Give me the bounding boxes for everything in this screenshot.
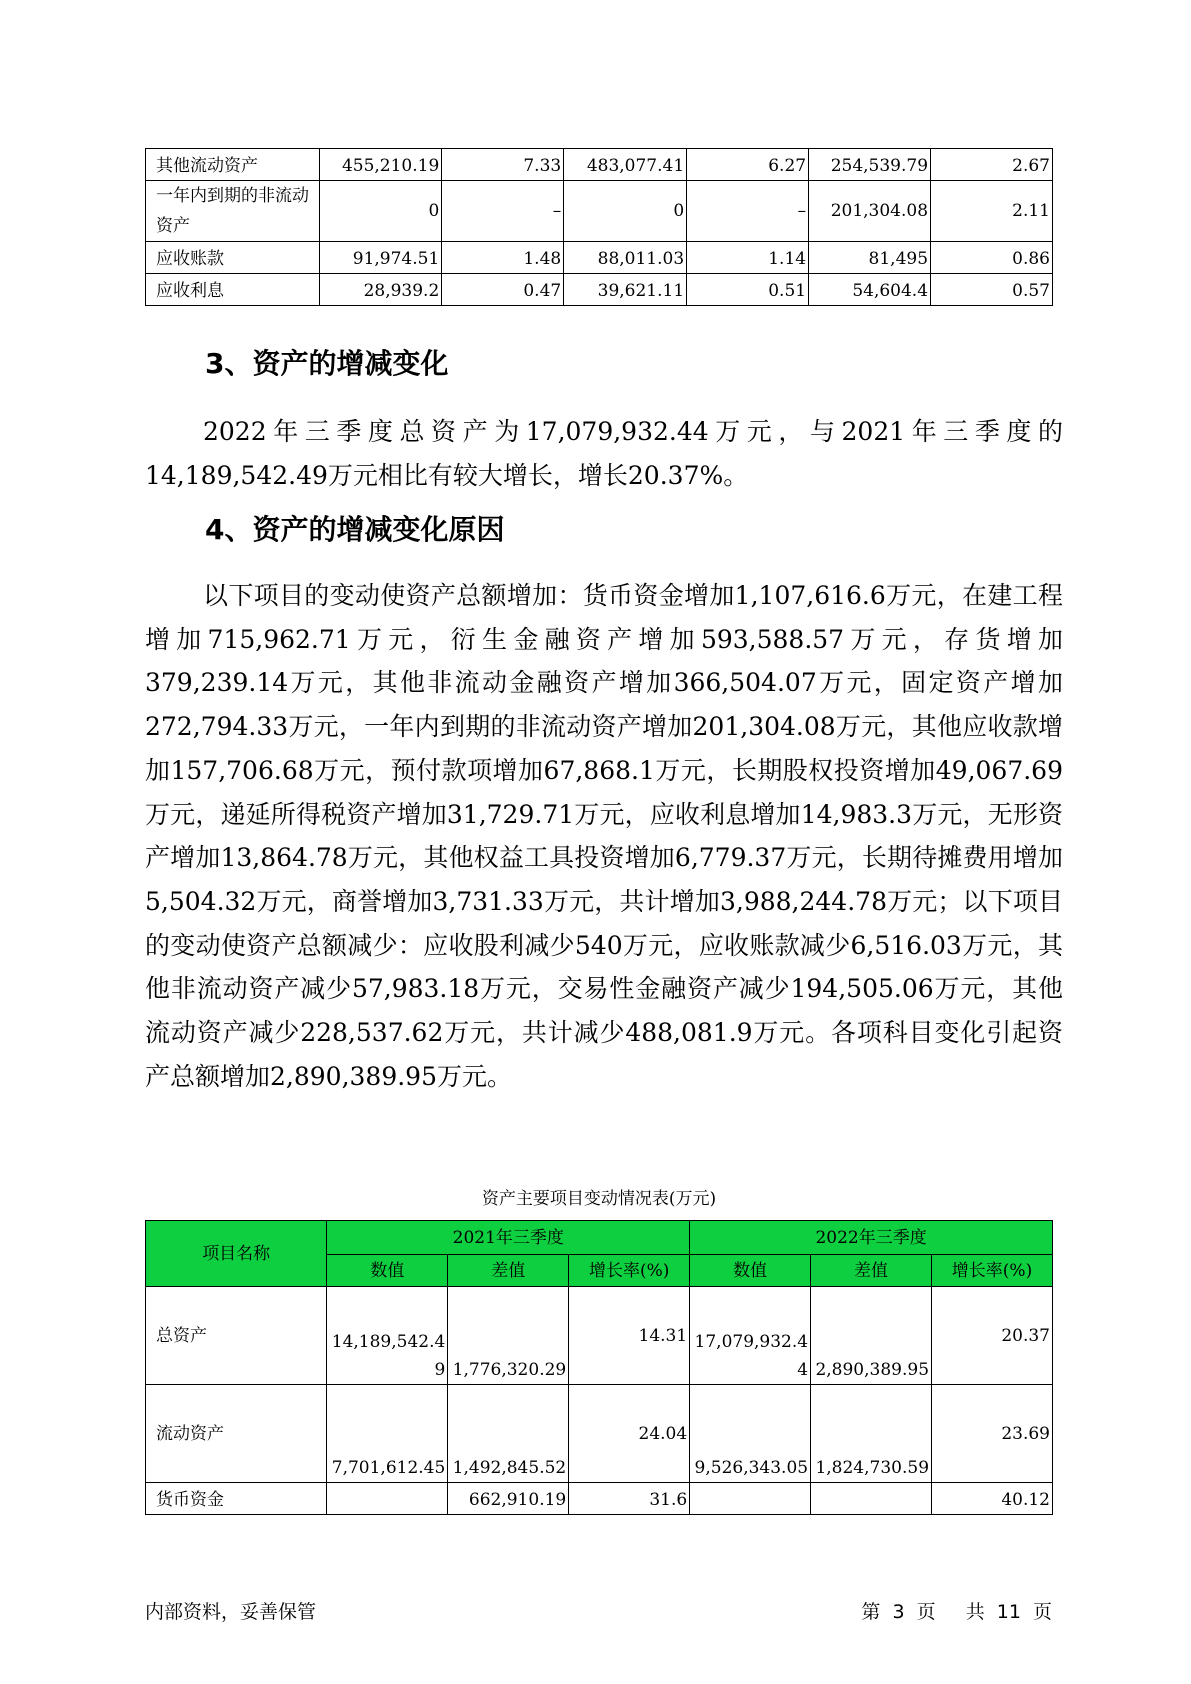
cell: 1,824,730.59 (811, 1385, 932, 1483)
cell: 28,939.2 (320, 274, 442, 306)
header-item-name: 项目名称 (146, 1221, 327, 1287)
cell: 24.04 (569, 1385, 690, 1483)
cell (327, 1483, 448, 1515)
cell: 483,077.41 (564, 149, 687, 181)
cell: 0.57 (931, 274, 1053, 306)
cell: 0.47 (442, 274, 564, 306)
cell: 2.67 (931, 149, 1053, 181)
table-row (146, 242, 1053, 274)
page-number: 3 (892, 1601, 905, 1623)
page-prefix: 第 (861, 1601, 881, 1623)
row-label: 应收利息 (146, 274, 320, 306)
footer-page-number (861, 1599, 1052, 1625)
asset-composition-table-continued (145, 148, 1053, 306)
cell: 1,776,320.29 (448, 1287, 569, 1385)
header-value: 数值 (690, 1255, 811, 1287)
cell: 23.69 (932, 1385, 1053, 1483)
cell: 455,210.19 (320, 149, 442, 181)
cell: 201,304.08 (809, 181, 931, 242)
header-rate: 增长率(%) (569, 1255, 690, 1287)
cell: 81,495 (809, 242, 931, 274)
cell: 88,011.03 (564, 242, 687, 274)
cell: 0.51 (687, 274, 809, 306)
table-row (146, 149, 1053, 181)
cell: 9,526,343.05 (690, 1385, 811, 1483)
section-4-paragraph: 以下项目的变动使资产总额增加：货币资金增加1,107,616.6万元，在建工程增加715,962.71万元，衍生金融资产增加593,588.57万元，存货增加379,239.14万元，其他非流动金融资产增加366,504.07万元，固定资产增加272,794.33万元，一年内到期的非流动资产增加201,304.08万元，其他应收款增加157,706.68万元，预付款项增加67,868.1万元，长期股权投资增加49,067.69万元，递延所得税资产增加31,729.71万元，应收利息增加14,983.3万元，无形资产增加13,864.78万元，其他权益工具投资增加6,779.37万元，长期待摊费用增加5,504.32万元，商誉增加3,731.33万元，共计增加3,988,244.78万元；以下项目的变动使资产总额减少：应收股利减少540万元，应收账款减少6,516.03万元，其他非流动资产减少57,983.18万元，交易性金融资产减少194,505.06万元，其他流动资产减少228,537.62万元，共计减少488,081.9万元。各项科目变化引起资产总额增加2,890,389.95万元。 (145, 581, 1063, 1091)
cell: 1.14 (687, 242, 809, 274)
cell: 40.12 (932, 1483, 1053, 1515)
cell: 7,701,612.45 (327, 1385, 448, 1483)
header-group-2022: 2022年三季度 (690, 1221, 1053, 1255)
row-label: 流动资产 (146, 1385, 327, 1483)
table-row (146, 1483, 1053, 1515)
cell: 1.48 (442, 242, 564, 274)
cell: 662,910.19 (448, 1483, 569, 1515)
table-caption: 资产主要项目变动情况表(万元) (481, 1189, 717, 1209)
cell: 2,890,389.95 (811, 1287, 932, 1385)
header-group-2021: 2021年三季度 (327, 1221, 690, 1255)
section-3-paragraph: 2022年三季度总资产为17,079,932.44万元，与2021年三季度的14,189,542.49万元相比有较大增长，增长20.37%。 (145, 417, 1063, 490)
cell (811, 1483, 932, 1515)
total-unit: 页 (1032, 1601, 1052, 1623)
header-rate: 增长率(%) (932, 1255, 1053, 1287)
cell: – (687, 181, 809, 242)
table-row (146, 1385, 1053, 1483)
header-value: 数值 (327, 1255, 448, 1287)
cell: 0 (564, 181, 687, 242)
cell: 254,539.79 (809, 149, 931, 181)
cell (690, 1483, 811, 1515)
cell: 20.37 (932, 1287, 1053, 1385)
table-row (146, 181, 1053, 242)
table-row (146, 1287, 1053, 1385)
cell: 7.33 (442, 149, 564, 181)
cell: 2.11 (931, 181, 1053, 242)
table-row (146, 274, 1053, 306)
page-unit: 页 (916, 1601, 936, 1623)
section-4-heading: 4、资产的增减变化原因 (205, 513, 505, 546)
cell: – (442, 181, 564, 242)
row-label: 应收账款 (146, 242, 320, 274)
cell: 0.86 (931, 242, 1053, 274)
header-diff: 差值 (448, 1255, 569, 1287)
cell: 14.31 (569, 1287, 690, 1385)
row-label: 一年内到期的非流动资产 (146, 181, 320, 242)
row-label: 货币资金 (146, 1483, 327, 1515)
total-pages: 11 (996, 1601, 1021, 1623)
cell: 31.6 (569, 1483, 690, 1515)
section-3-heading: 3、资产的增减变化 (205, 347, 449, 380)
cell: 0 (320, 181, 442, 242)
asset-change-table (145, 1220, 1053, 1515)
cell: 91,974.51 (320, 242, 442, 274)
row-label: 其他流动资产 (146, 149, 320, 181)
table-header-row (146, 1221, 1053, 1255)
cell: 39,621.11 (564, 274, 687, 306)
cell: 54,604.4 (809, 274, 931, 306)
footer-confidential-note: 内部资料，妥善保管 (145, 1601, 317, 1623)
total-prefix: 共 (965, 1601, 985, 1623)
cell: 17,079,932.44 (690, 1287, 811, 1385)
cell: 6.27 (687, 149, 809, 181)
header-diff: 差值 (811, 1255, 932, 1287)
row-label: 总资产 (146, 1287, 327, 1385)
cell: 1,492,845.52 (448, 1385, 569, 1483)
cell: 14,189,542.49 (327, 1287, 448, 1385)
